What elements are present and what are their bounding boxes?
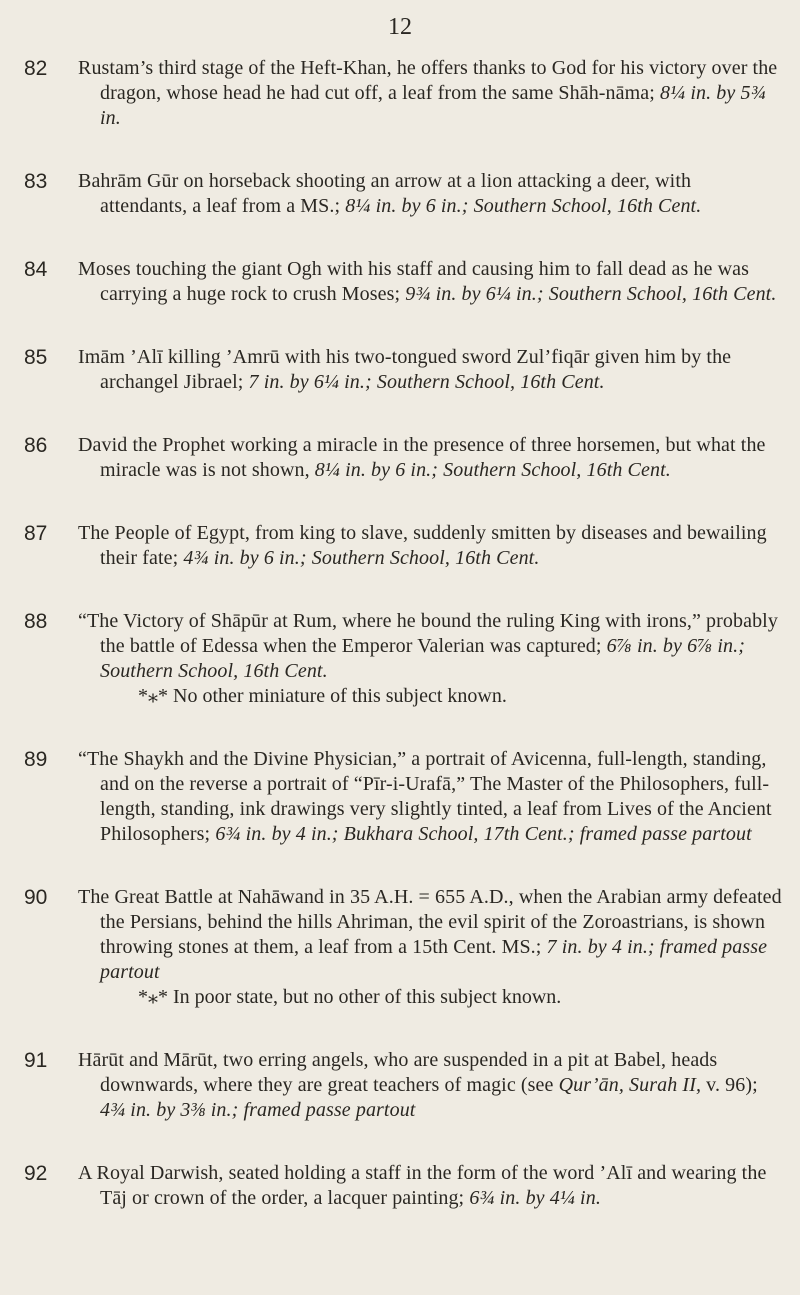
lot-details: 7 in. by 4 in.; framed passe partout <box>100 936 768 983</box>
lot-description <box>78 56 782 131</box>
lot-details: 6¾ in. by 4 in.; Bukhara School, 17th Cent.; framed passe partout <box>215 823 752 845</box>
lot-number: 84 <box>24 258 48 281</box>
lot-number: 91 <box>24 1049 48 1072</box>
lot-details: 8¼ in. by 5¾ in. <box>100 82 766 129</box>
lot-description <box>78 521 782 571</box>
lot-reference: Qur’ān, Surah II, <box>558 1074 702 1096</box>
lot-text: Moses touching the giant Ogh with his staff and causing him to fall dead as he was carrying a huge rock to crush Moses; <box>78 258 750 305</box>
lot-description <box>78 1161 782 1211</box>
lot-number: 85 <box>24 346 48 369</box>
lot-text: “The Victory of Shāpūr at Rum, where he bound the ruling King with irons,” probably the battle of Edessa when the Emperor Valerian was captured; <box>78 610 778 657</box>
lot-text: Bahrām Gūr on horseback shooting an arrow at a lion attacking a deer, with attendants, a leaf from a MS.; <box>78 170 692 217</box>
lot-description <box>78 1048 782 1123</box>
lot-text: Hārūt and Mārūt, two erring angels, who are suspended in a pit at Babel, heads downwards, where they are great teachers of magic (see <box>78 1049 718 1096</box>
lot-number: 88 <box>24 610 48 633</box>
lot-text: Imām ’Alī killing ’Amrū with his two-tongued sword Zul’fiqār given him by the archangel Jibrael; <box>78 346 732 393</box>
lot-note: *⁎* In poor state, but no other of this subject known. <box>138 986 562 1008</box>
lot-details: 4¾ in. by 6 in.; Southern School, 16th Cent. <box>183 547 540 569</box>
lot-number: 92 <box>24 1162 48 1185</box>
lot-text-continued: v. 96); <box>706 1074 758 1096</box>
lot-number: 86 <box>24 434 48 457</box>
lot-description <box>78 609 782 684</box>
lot-number: 82 <box>24 57 48 80</box>
lot-description <box>78 885 782 985</box>
catalogue-entry-82 <box>0 56 800 131</box>
lot-description <box>78 433 782 483</box>
lot-number: 90 <box>24 886 48 909</box>
catalogue-entry-92 <box>0 1161 800 1211</box>
lot-details: 6¾ in. by 4¼ in. <box>469 1187 601 1209</box>
catalogue-entry-89 <box>0 747 800 847</box>
catalogue-entry-83 <box>0 169 800 219</box>
catalogue-entry-87 <box>0 521 800 571</box>
lot-number: 87 <box>24 522 48 545</box>
catalogue-entry-85 <box>0 345 800 395</box>
lot-details: 8¼ in. by 6 in.; Southern School, 16th Cent. <box>345 195 702 217</box>
lot-text: “The Shaykh and the Divine Physician,” a portrait of Avicenna, full-length, standing, and on the reverse a portrait of “Pīr-i-Urafā,” The Master of the Philosophers, full-length, standing, ink drawings very slightly tinted, a leaf from Lives of the Ancient Philosophers; <box>78 748 772 845</box>
lot-description <box>78 169 782 219</box>
lot-text: The People of Egypt, from king to slave, suddenly smitten by diseases and bewailing their fate; <box>78 522 767 569</box>
lot-number: 89 <box>24 748 48 771</box>
catalogue-entry-88 <box>0 609 800 709</box>
lot-text: David the Prophet working a miracle in the presence of three horsemen, but what the miracle was is not shown, <box>78 434 766 481</box>
lot-note: *⁎* No other miniature of this subject known. <box>138 685 507 707</box>
lot-details: 8¼ in. by 6 in.; Southern School, 16th Cent. <box>314 459 671 481</box>
lot-description <box>78 747 782 847</box>
catalogue-entry-84 <box>0 257 800 307</box>
lot-description <box>78 257 782 307</box>
lot-details: 7 in. by 6¼ in.; Southern School, 16th Cent. <box>248 371 605 393</box>
lot-text: A Royal Darwish, seated holding a staff in the form of the word ’Alī and wearing the Tāj or crown of the order, a lacquer painting; <box>78 1162 767 1209</box>
lot-details: 4¾ in. by 3⅜ in.; framed passe partout <box>100 1099 416 1121</box>
lot-text: The Great Battle at Nahāwand in 35 A.H. = 655 A.D., when the Arabian army defeated the Persians, behind the hills Ahriman, the evil spirit of the Zoroastrians, is shown throwing stones at them, a leaf from a 15th Cent. MS.; <box>78 886 782 958</box>
lot-text: Rustam’s third stage of the Heft-Khan, he offers thanks to God for his victory over the dragon, whose head he had cut off, a leaf from the same Shāh-nāma; <box>78 57 778 104</box>
catalogue-entry-91 <box>0 1048 800 1123</box>
lot-details: 9¾ in. by 6¼ in.; Southern School, 16th Cent. <box>405 283 777 305</box>
catalogue-entry-90 <box>0 885 800 1010</box>
page-number: 12 <box>388 14 412 40</box>
lot-number: 83 <box>24 170 48 193</box>
lot-description <box>78 345 782 395</box>
catalogue-entry-86 <box>0 433 800 483</box>
lot-details: 6⅞ in. by 6⅞ in.; Southern School, 16th Cent. <box>100 635 746 682</box>
